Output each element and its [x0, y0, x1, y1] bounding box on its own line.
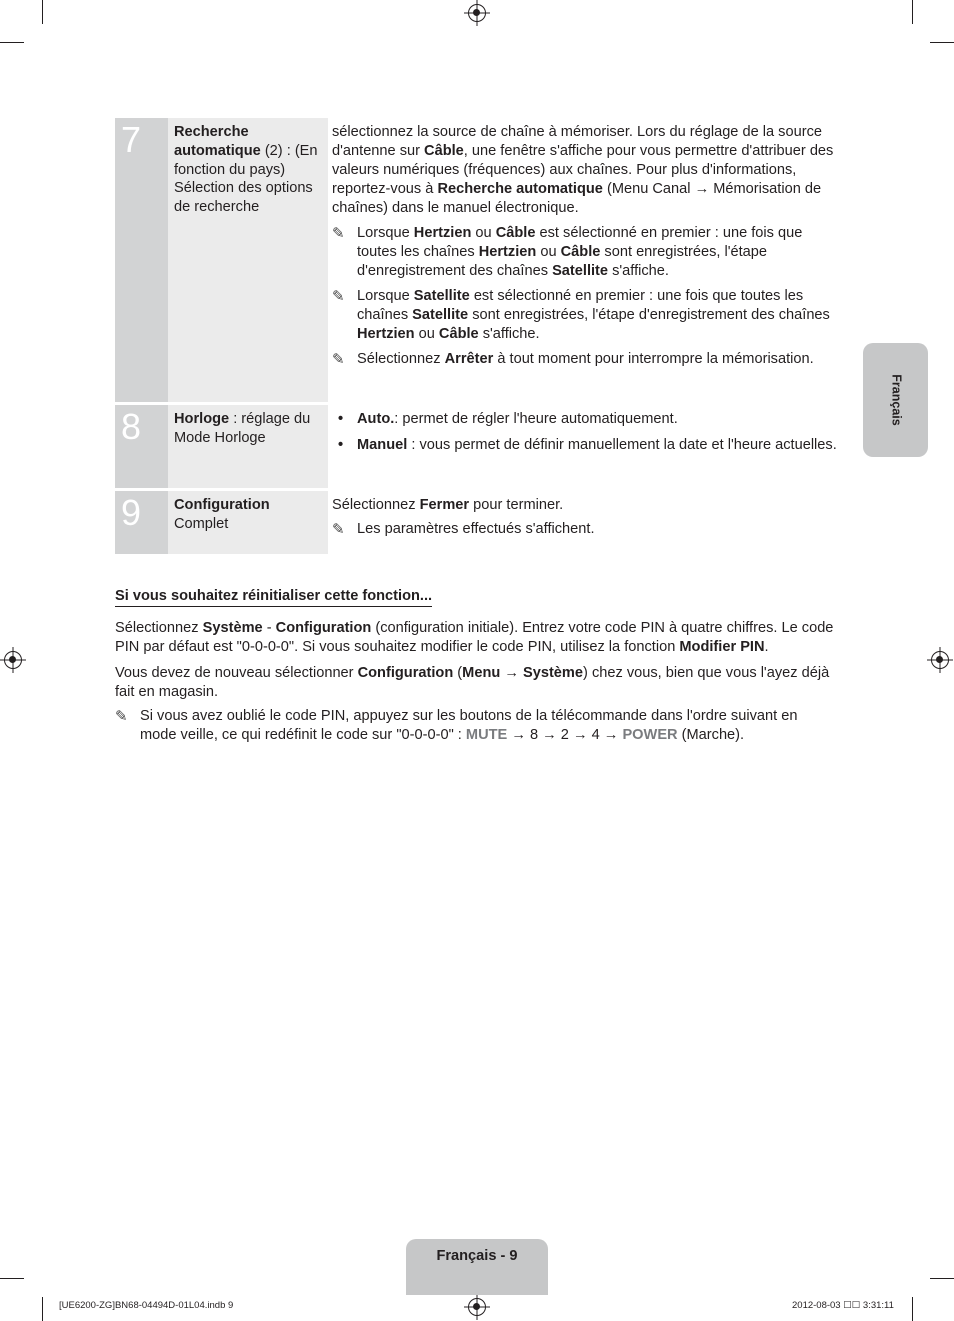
- crop-mark: [930, 42, 954, 43]
- reset-heading: Si vous souhaitez réinitialiser cette fonction...: [115, 587, 432, 607]
- step-label-text: : réglage du Mode Horloge: [174, 411, 311, 446]
- step-label-cell: [168, 118, 328, 402]
- step-number: 8: [121, 406, 142, 447]
- step-number-cell: [115, 118, 168, 402]
- page-number-label: Français - 9: [436, 1248, 518, 1264]
- pencil-note-icon: ✎: [332, 288, 345, 305]
- pencil-note-icon: ✎: [332, 225, 345, 242]
- note-item: ✎ Les paramètres effectués s'affichent.: [332, 521, 595, 538]
- step-label-title: Horloge: [174, 411, 230, 427]
- side-tab-label: Français: [889, 374, 903, 426]
- crop-mark: [0, 1278, 24, 1279]
- note-item: ✎ Lorsque Satellite est sélectionné en premier : une fois que toutes les chaînes Satellite sont enregistrées, l'étape d'enregistrement des chaînes Hertzien ou Câble s'affiche.: [332, 288, 830, 342]
- step-row: [115, 118, 835, 402]
- step-description: [332, 496, 838, 539]
- step-label-title: Configuration: [174, 497, 270, 513]
- bullet-icon: •: [338, 437, 344, 453]
- reset-section: [115, 587, 837, 745]
- pencil-note-icon: ✎: [332, 521, 345, 538]
- step-number-cell: [115, 405, 168, 488]
- step-row: [115, 491, 835, 554]
- step-number: 7: [121, 119, 142, 160]
- bullet-icon: •: [338, 411, 344, 427]
- step-row: [115, 405, 835, 488]
- step-label-cell: [168, 491, 328, 554]
- crop-mark: [912, 0, 913, 24]
- crop-mark: [912, 1297, 913, 1321]
- reset-paragraph: Vous devez de nouveau sélectionner Configuration (Menu → Système) chez vous, bien que vous l'ayez déjà fait en magasin.: [115, 665, 830, 700]
- step-description: [332, 410, 838, 455]
- bullet-item: • Manuel : vous permet de définir manuellement la date et l'heure actuelles.: [338, 437, 837, 453]
- reset-paragraph: Sélectionnez Système - Configuration (configuration initiale). Entrez votre code PIN à quatre chiffres. Le code PIN par défaut est "0-0-0-0". Si vous souhaitez modifier le code PIN, utilisez la fonction Modifier PIN.: [115, 620, 834, 655]
- step-intro: sélectionnez la source de chaîne à mémoriser. Lors du réglage de la source d'antenne sur Câble, une fenêtre s'affiche pour vous permettre d'attribuer des valeurs numériques (fréquences) aux chaînes. Pour plus d'informations, reportez-vous à Recherche automatique (Menu Canal → Mémorisation de chaînes) dans le manuel électronique.: [332, 124, 834, 216]
- registration-mark-icon: [468, 4, 486, 22]
- step-label-text: (2) : (En fonction du pays) Sélection des options de recherche: [174, 142, 318, 216]
- print-slug-file: [UE6200-ZG]BN68-04494D-01L04.indb 9: [59, 1300, 234, 1311]
- pencil-note-icon: ✎: [115, 708, 128, 725]
- step-label-text: Complet: [174, 515, 229, 532]
- pencil-note-icon: ✎: [332, 351, 345, 368]
- registration-mark-icon: [931, 651, 949, 669]
- step-description: [332, 123, 838, 369]
- step-label-cell: [168, 405, 328, 488]
- crop-mark: [930, 1278, 954, 1279]
- step-intro: Sélectionnez Fermer pour terminer.: [332, 497, 564, 513]
- print-slug-date: 2012-08-03 ☐☐ 3:31:11: [792, 1300, 894, 1311]
- registration-mark-icon: [4, 651, 22, 669]
- note-item: ✎ Si vous avez oublié le code PIN, appuyez sur les boutons de la télécommande dans l'ordre suivant en mode veille, ce qui redéfinit le code sur "0-0-0-0" : MUTE → 8 → 2 → 4 → POWER (Marche).: [115, 708, 798, 743]
- registration-mark-icon: [468, 1298, 486, 1316]
- crop-mark: [42, 1297, 43, 1321]
- note-item: ✎ Lorsque Hertzien ou Câble est sélectionné en premier : une fois que toutes les chaînes Hertzien ou Câble sont enregistrées, l'étape d'enregistrement des chaînes Satellite s'affiche.: [332, 225, 803, 279]
- crop-mark: [0, 42, 24, 43]
- crop-mark: [42, 0, 43, 24]
- language-side-tab: [863, 343, 928, 457]
- step-number-cell: [115, 491, 168, 554]
- bullet-item: • Auto.: permet de régler l'heure automatiquement.: [338, 411, 678, 427]
- step-label-title: Recherche automatique: [174, 124, 261, 159]
- step-number: 9: [121, 492, 142, 533]
- page-number-tab: [406, 1239, 548, 1295]
- note-item: ✎ Sélectionnez Arrêter à tout moment pour interrompre la mémorisation.: [332, 351, 814, 368]
